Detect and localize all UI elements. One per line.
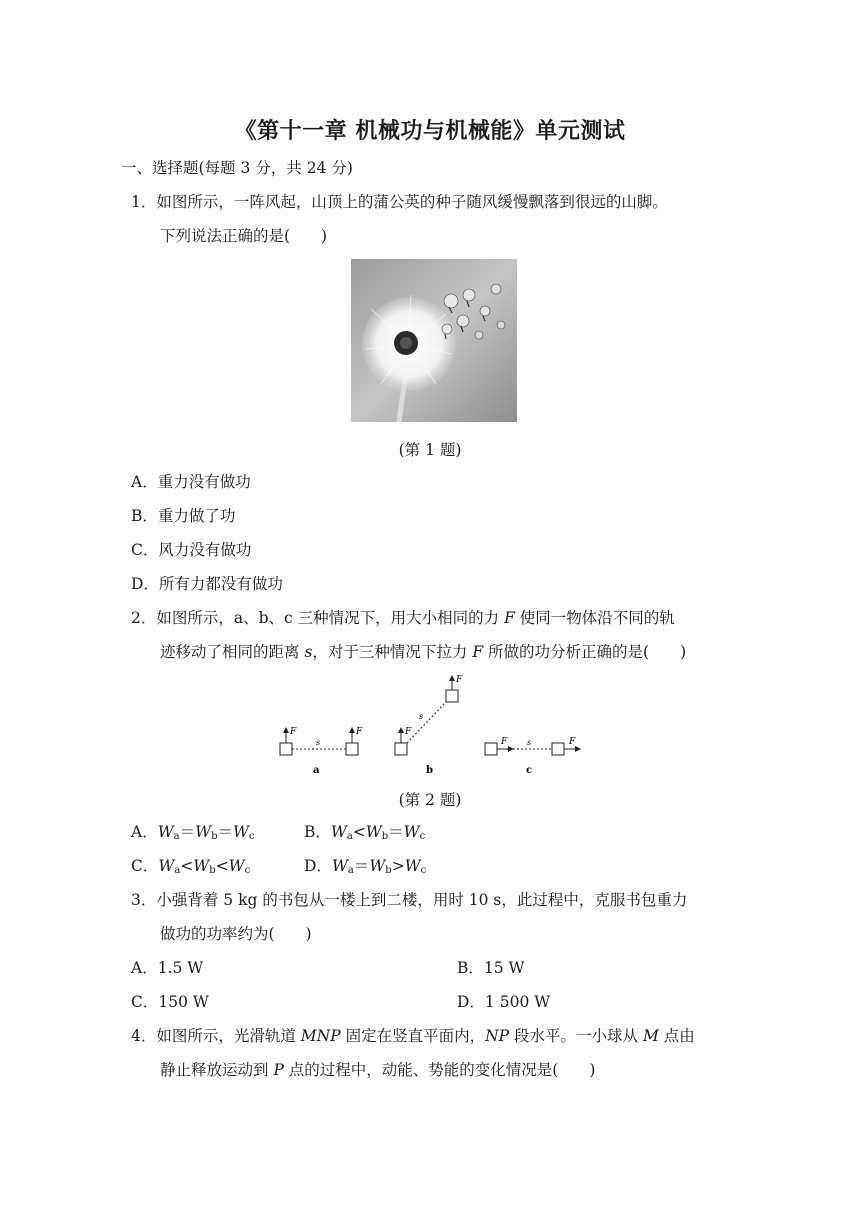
- q1-option-d: D．所有力都没有做功: [131, 575, 283, 593]
- q2-stem-line2: 迹移动了相同的距离 s，对于三种情况下拉力 F 所做的功分析正确的是( ): [160, 643, 687, 661]
- q1-stem-line2: 下列说法正确的是( ): [160, 227, 328, 245]
- label-c: c: [526, 765, 533, 776]
- q2-stem-line1: 2．如图所示，a、b、c 三种情况下，用大小相同的力 F 使同一物体沿不同的轨: [131, 609, 675, 627]
- label-s-c: s: [527, 738, 532, 747]
- label-f-b2: F: [456, 675, 463, 685]
- q4-stem-line1: 4．如图所示，光滑轨道 MNP 固定在竖直平面内，NP 段水平。一小球从 M 点由: [131, 1027, 695, 1045]
- label-f-a1: F: [290, 727, 297, 737]
- case-c: [485, 743, 580, 755]
- label-a: a: [313, 765, 320, 776]
- q1-option-b: B．重力做了功: [131, 507, 236, 525]
- section-heading: 一、选择题(每题 3 分，共 24 分): [121, 159, 353, 177]
- dandelion-photo: [351, 259, 517, 422]
- label-f-a2: F: [356, 727, 363, 737]
- q2-figure-caption: (第 2 题): [398, 791, 462, 809]
- q2-option-b: B．$W_a<W_b=W_c$: [304, 823, 426, 842]
- q3-option-d: D．1 500 W: [457, 993, 551, 1011]
- q1-figure-caption: (第 1 题): [398, 441, 462, 459]
- q2-option-c: C．$W_a<W_b<W_c$: [131, 857, 251, 876]
- q3-option-a: A．1.5 W: [131, 959, 204, 977]
- q2-option-a: A．$W_a=W_b=W_c$: [131, 823, 255, 842]
- q3-option-c: C．150 W: [131, 993, 209, 1011]
- label-s-a: s: [316, 738, 321, 747]
- q1-stem-line1: 1．如图所示，一阵风起，山顶上的蒲公英的种子随风缓慢飘落到很远的山脚。: [131, 193, 668, 211]
- label-s-b: s: [419, 712, 424, 721]
- q2-option-d: D．$W_a=W_b>W_c$: [304, 857, 427, 876]
- q4-stem-line2: 静止释放运动到 P 点的过程中，动能、势能的变化情况是( ): [160, 1061, 596, 1079]
- q3-stem-line1: 3．小强背着 5 kg 的书包从一楼上到二楼，用时 10 s，此过程中，克服书包重力: [131, 891, 688, 909]
- label-f-c2: F: [569, 737, 576, 747]
- q3-stem-line2: 做功的功率约为( ): [160, 925, 312, 943]
- label-f-c1: F: [501, 737, 508, 747]
- case-b: [395, 676, 458, 755]
- page-title: 《第十一章 机械功与机械能》单元测试: [234, 119, 626, 144]
- force-path-diagram: [270, 672, 600, 782]
- label-b: b: [426, 765, 433, 776]
- label-f-b1: F: [405, 727, 412, 737]
- q1-option-a: A．重力没有做功: [131, 473, 251, 491]
- q3-option-b: B．15 W: [457, 959, 525, 977]
- q1-option-c: C．风力没有做功: [131, 541, 252, 559]
